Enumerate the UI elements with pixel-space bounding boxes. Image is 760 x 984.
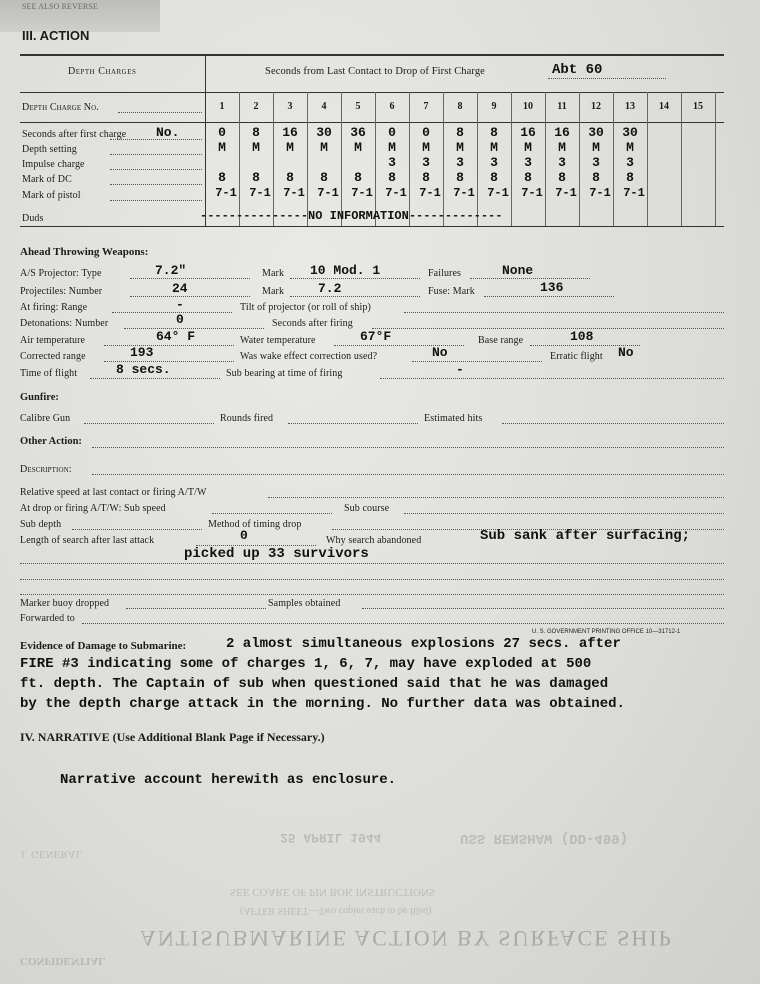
charge-column-header: 14 — [659, 101, 669, 112]
depth-cell-value: 8 — [252, 170, 260, 185]
fuse-value: 136 — [540, 280, 564, 295]
projectiles-label: Projectiles: Number — [20, 286, 103, 297]
charge-column-header: 2 — [253, 101, 259, 112]
seconds-from-contact-value: Abt 60 — [552, 62, 603, 78]
failures-dots — [470, 278, 590, 279]
base-range-label: Base range — [478, 335, 524, 346]
depth-cell-value: M — [218, 140, 226, 155]
abandoned-value: Sub sank after surfacing; — [480, 528, 691, 544]
bleed-line-f: USS RENSHAW (DD-499) — [460, 830, 629, 846]
seconds-after-dots — [372, 328, 724, 329]
sub-depth-dots — [72, 529, 202, 530]
sub-course-dots — [404, 513, 724, 514]
grid-column-line — [477, 92, 478, 226]
depth-cell-value: 3 — [456, 155, 464, 170]
table-rule-2 — [20, 122, 724, 123]
mark-label: Mark — [262, 268, 285, 279]
hits-label: Estimated hits — [424, 413, 483, 424]
abandoned-value-2: picked up 33 survivors — [184, 546, 369, 562]
charge-column-header: 7 — [423, 101, 429, 112]
projectiles-dots — [130, 296, 250, 297]
depth-cell-value: 8 — [354, 170, 362, 185]
desc-blank-1 — [20, 563, 724, 564]
wake-dots — [412, 361, 542, 362]
depth-cell-value: 3 — [524, 155, 532, 170]
charge-column-header: 11 — [557, 101, 567, 112]
wake-label: Was wake effect correction used? — [240, 351, 378, 362]
sub-speed-dots — [212, 513, 332, 514]
range-value: - — [176, 297, 184, 312]
corrected-range-label: Corrected range — [20, 351, 86, 362]
depth-cell-value: M — [456, 140, 464, 155]
charge-column-header: 13 — [625, 101, 635, 112]
evidence-line-4: by the depth charge attack in the morning. No further data was obtained. — [20, 696, 625, 712]
calibre-dots — [84, 423, 214, 424]
depth-cell-value: 16 — [520, 125, 536, 140]
depth-cell-value: M — [354, 140, 362, 155]
depth-cell-value: 8 — [490, 170, 498, 185]
charge-column-header: 12 — [591, 101, 601, 112]
projector-type-value: 7.2" — [155, 263, 187, 278]
depth-cell-value: M — [524, 140, 532, 155]
erratic-label: Erratic flight — [550, 351, 603, 362]
detonations-value: 0 — [176, 312, 184, 327]
depth-cell-value: M — [286, 140, 294, 155]
grid-column-line — [681, 92, 682, 226]
depth-cell-value: 8 — [490, 125, 498, 140]
depth-cell-value: 8 — [286, 170, 294, 185]
depth-row-label: Impulse charge — [22, 159, 85, 170]
calibre-label: Calibre Gun — [20, 413, 71, 424]
depth-cell-value: 30 — [588, 125, 604, 140]
seconds-dots — [548, 78, 666, 79]
depth-cell-value: 7-1 — [589, 186, 611, 200]
depth-charges-title: Depth Charges — [68, 66, 137, 77]
evidence-line-1: 2 almost simultaneous explosions 27 secs. after — [226, 636, 621, 652]
projector-type-dots — [130, 278, 250, 279]
failures-value: None — [502, 263, 534, 278]
top-strip-text: SEE ALSO REVERSE — [22, 2, 98, 11]
charge-column-header: 10 — [523, 101, 533, 112]
charge-column-header: 15 — [693, 101, 703, 112]
grid-column-line — [307, 92, 308, 226]
erratic-value: No — [618, 345, 634, 360]
depth-cell-value: 0 — [388, 125, 396, 140]
grid-column-line — [443, 92, 444, 226]
bleed-line-c: ANTISUBMARINE ACTION BY SURFACE SHIP — [140, 926, 673, 951]
bleed-line-g: 25 APRIL 1944 — [280, 830, 382, 845]
depth-cell-value: 8 — [388, 170, 396, 185]
ahead-throwing-title: Ahead Throwing Weapons: — [20, 246, 149, 258]
failures-label: Failures — [428, 268, 462, 279]
grid-column-line — [341, 92, 342, 226]
depth-cell-value: 7-1 — [249, 186, 271, 200]
sub-depth-label: Sub depth — [20, 519, 62, 530]
depth-cell-value: 30 — [316, 125, 332, 140]
grid-column-line — [715, 92, 716, 226]
duds-value: ---------------NO INFORMATION------------- — [200, 209, 503, 223]
grid-column-line — [375, 92, 376, 226]
depth-cell-value: 8 — [252, 125, 260, 140]
depth-cell-value: 7-1 — [555, 186, 577, 200]
depth-row-label: Seconds after first charge — [22, 129, 127, 140]
depth-cell-value: M — [558, 140, 566, 155]
depth-row-dots — [110, 200, 202, 201]
depth-cell-value: 8 — [524, 170, 532, 185]
table-rule-1 — [20, 92, 724, 93]
rel-speed-label: Relative speed at last contact or firing A/T/W — [20, 487, 207, 498]
range-label: At firing: Range — [20, 302, 88, 313]
depth-cell-value: 7-1 — [521, 186, 543, 200]
water-temp-value: 67°F — [360, 329, 392, 344]
base-range-value: 108 — [570, 329, 594, 344]
charge-column-header: 3 — [287, 101, 293, 112]
depth-cell-value: 16 — [554, 125, 570, 140]
grid-column-line — [579, 92, 580, 226]
duds-label: Duds — [22, 213, 44, 224]
depth-cell-value: 8 — [456, 170, 464, 185]
depth-cell-value: 7-1 — [385, 186, 407, 200]
depth-cell-value: 8 — [626, 170, 634, 185]
forwarded-label: Forwarded to — [20, 613, 75, 624]
depth-cell-value: 3 — [388, 155, 396, 170]
air-temp-dots — [104, 345, 234, 346]
narrative-text: Narrative account herewith as enclosure. — [60, 772, 397, 788]
search-length-value: 0 — [240, 528, 248, 543]
mark2-dots — [290, 296, 420, 297]
depth-cell-value: 7-1 — [487, 186, 509, 200]
mark-dots — [290, 278, 420, 279]
section-4-title: IV. NARRATIVE (Use Additional Blank Page if Necessary.) — [20, 730, 325, 744]
depth-cell-value: 0 — [218, 125, 226, 140]
evidence-line-2: FIRE #3 indicating some of charges 1, 6, 7, may have exploded at 500 — [20, 656, 592, 672]
depth-cell-value: 3 — [626, 155, 634, 170]
sub-bearing-label: Sub bearing at time of firing — [226, 368, 343, 379]
water-temp-label: Water temperature — [240, 335, 316, 346]
depth-cell-value: M — [422, 140, 430, 155]
bleed-line-d: CONFIDENTIAL — [20, 955, 106, 967]
table-divider — [205, 54, 206, 226]
other-action-title: Other Action: — [20, 436, 82, 447]
depth-cell-value: 7-1 — [317, 186, 339, 200]
charge-no-label: Depth Charge No. — [22, 102, 99, 113]
evidence-line-3: ft. depth. The Captain of sub when questioned said that he was damaged — [20, 676, 609, 692]
samples-label: Samples obtained — [268, 598, 341, 609]
depth-cell-value: M — [626, 140, 634, 155]
fuse-label: Fuse: Mark — [428, 286, 475, 297]
projectiles-value: 24 — [172, 281, 188, 296]
seconds-after-label: Seconds after firing — [272, 318, 353, 329]
depth-cell-value: 8 — [592, 170, 600, 185]
description-dots — [92, 474, 724, 475]
depth-cell-value: 3 — [422, 155, 430, 170]
printing-office-note: U. S. GOVERNMENT PRINTING OFFICE 10—31712-1 — [532, 629, 681, 635]
depth-row-dots — [110, 169, 202, 170]
grid-column-line — [647, 92, 648, 226]
grid-column-line — [511, 92, 512, 226]
table-top-rule — [20, 54, 724, 56]
depth-cell-value: 7-1 — [419, 186, 441, 200]
depth-cell-value: 3 — [558, 155, 566, 170]
depth-cell-value: 7-1 — [453, 186, 475, 200]
sub-bearing-dots — [380, 378, 724, 379]
rounds-label: Rounds fired — [220, 413, 274, 424]
depth-cell-value: 7-1 — [351, 186, 373, 200]
depth-cell-value: 3 — [592, 155, 600, 170]
hits-dots — [502, 423, 724, 424]
search-length-label: Length of search after last attack — [20, 535, 155, 546]
sub-bearing-value: - — [456, 362, 464, 377]
depth-row-lead: No. — [156, 125, 180, 140]
grid-column-line — [613, 92, 614, 226]
seconds-from-contact-label: Seconds from Last Contact to Drop of First Charge — [265, 66, 485, 77]
depth-cell-value: 8 — [456, 125, 464, 140]
marker-label: Marker buoy dropped — [20, 598, 110, 609]
bleed-line-b: (AFTER SHEET—Two copies each to be filed) — [240, 905, 432, 916]
charge-no-dots — [118, 112, 202, 113]
mark2-value: 7.2 — [318, 281, 342, 296]
depth-cell-value: M — [320, 140, 328, 155]
tilt-dots — [404, 312, 724, 313]
sub-speed-label: At drop or firing A/T/W: Sub speed — [20, 503, 166, 514]
desc-blank-2 — [20, 579, 724, 580]
time-flight-label: Time of flight — [20, 368, 78, 379]
grid-column-line — [273, 92, 274, 226]
other-action-dots — [92, 447, 724, 448]
table-rule-bottom — [20, 226, 724, 227]
depth-cell-value: 7-1 — [283, 186, 305, 200]
detonations-label: Detonations: Number — [20, 318, 109, 329]
corrected-range-value: 193 — [130, 345, 154, 360]
depth-row-label: Mark of DC — [22, 174, 72, 185]
air-temp-label: Air temperature — [20, 335, 86, 346]
depth-cell-value: 0 — [422, 125, 430, 140]
sub-course-label: Sub course — [344, 503, 390, 514]
mark2-label: Mark — [262, 286, 285, 297]
grid-column-line — [239, 92, 240, 226]
depth-cell-value: M — [388, 140, 396, 155]
grid-column-line — [545, 92, 546, 226]
charge-column-header: 9 — [491, 101, 497, 112]
time-flight-dots — [90, 378, 220, 379]
forwarded-dots — [82, 623, 724, 624]
depth-row-label: Mark of pistol — [22, 190, 81, 201]
depth-cell-value: 8 — [422, 170, 430, 185]
abandoned-label: Why search abandoned — [326, 535, 422, 546]
range-dots — [112, 312, 232, 313]
time-flight-value: 8 secs. — [116, 362, 171, 377]
gunfire-title: Gunfire: — [20, 392, 59, 403]
description-title: Description: — [20, 464, 72, 475]
depth-cell-value: 8 — [218, 170, 226, 185]
charge-column-header: 1 — [219, 101, 225, 112]
depth-cell-value: M — [592, 140, 600, 155]
grid-column-line — [409, 92, 410, 226]
air-temp-value: 64° F — [156, 329, 196, 344]
bleed-line-a: SEE COARE OF PIN BOK INSTRUCTIONS — [230, 886, 436, 898]
samples-dots — [362, 608, 724, 609]
section-3-title: III. ACTION — [22, 28, 90, 43]
depth-row-dots — [110, 184, 202, 185]
desc-blank-3 — [20, 594, 724, 595]
depth-cell-value: 8 — [558, 170, 566, 185]
mark-value: 10 Mod. 1 — [310, 263, 381, 278]
depth-row-dots — [110, 154, 202, 155]
rounds-dots — [288, 423, 418, 424]
timing-label: Method of timing drop — [208, 519, 302, 530]
depth-cell-value: M — [490, 140, 498, 155]
depth-row-label: Depth setting — [22, 144, 77, 155]
charge-column-header: 4 — [321, 101, 327, 112]
depth-cell-value: 7-1 — [623, 186, 645, 200]
fuse-dots — [484, 296, 614, 297]
projector-type-label: A/S Projector: Type — [20, 268, 102, 279]
charge-column-header: 8 — [457, 101, 463, 112]
marker-dots — [126, 608, 266, 609]
tilt-label: Tilt of projector (or roll of ship) — [240, 302, 371, 313]
wake-value: No — [432, 345, 448, 360]
charge-column-header: 5 — [355, 101, 361, 112]
depth-cell-value: 7-1 — [215, 186, 237, 200]
rel-speed-dots — [268, 497, 724, 498]
depth-cell-value: 3 — [490, 155, 498, 170]
depth-cell-value: 16 — [282, 125, 298, 140]
depth-cell-value: 30 — [622, 125, 638, 140]
depth-cell-value: 8 — [320, 170, 328, 185]
bleed-line-e: 1. GENERAL — [20, 848, 83, 860]
charge-column-header: 6 — [389, 101, 395, 112]
depth-cell-value: 36 — [350, 125, 366, 140]
depth-cell-value: M — [252, 140, 260, 155]
evidence-label: Evidence of Damage to Submarine: — [20, 640, 187, 652]
